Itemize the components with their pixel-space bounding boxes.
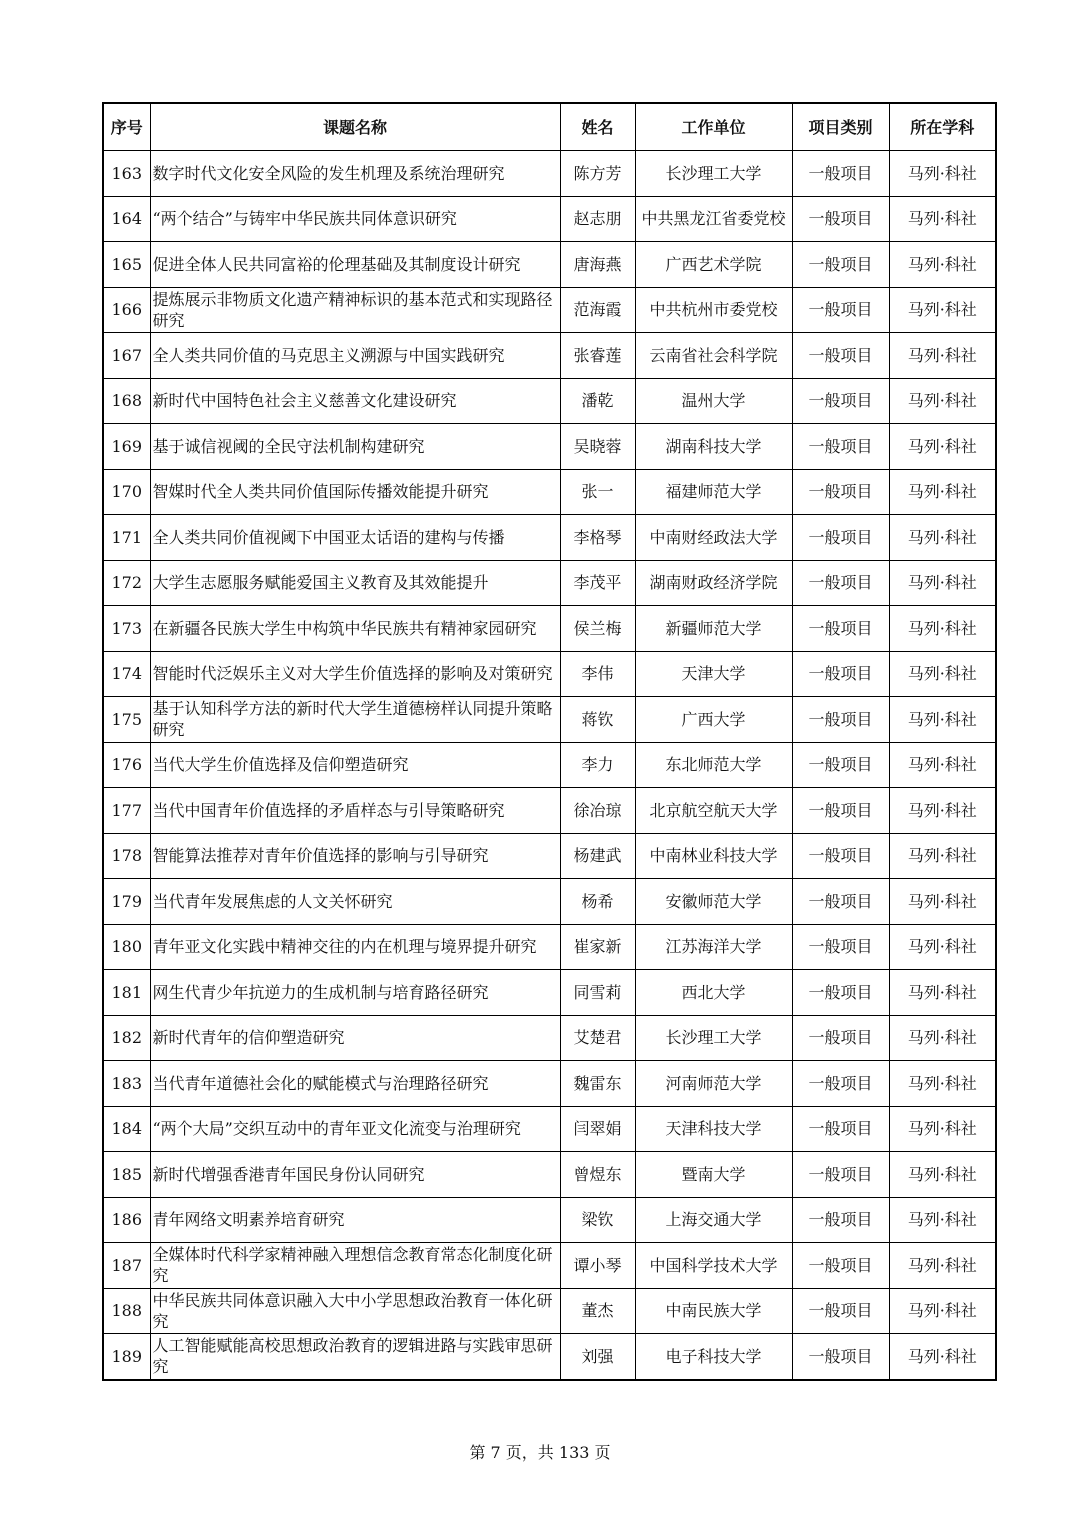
cell-unit: 湖南财政经济学院	[635, 560, 792, 606]
cell-serial: 184	[103, 1106, 150, 1152]
cell-category: 一般项目	[792, 606, 889, 652]
table-row	[103, 333, 996, 379]
cell-category: 一般项目	[792, 970, 889, 1016]
cell-serial: 168	[103, 378, 150, 424]
cell-name: 艾楚君	[560, 1015, 635, 1061]
cell-unit: 福建师范大学	[635, 469, 792, 515]
cell-title: 大学生志愿服务赋能爱国主义教育及其效能提升	[150, 560, 560, 606]
cell-name: 侯兰梅	[560, 606, 635, 652]
table-row	[103, 879, 996, 925]
cell-serial: 166	[103, 287, 150, 333]
cell-name: 李力	[560, 742, 635, 788]
cell-serial: 181	[103, 970, 150, 1016]
cell-title: 新时代青年的信仰塑造研究	[150, 1015, 560, 1061]
cell-unit: 电子科技大学	[635, 1334, 792, 1380]
cell-title: 提炼展示非物质文化遗产精神标识的基本范式和实现路径研究	[150, 287, 560, 333]
cell-discipline: 马列·科社	[889, 1288, 996, 1334]
cell-discipline: 马列·科社	[889, 469, 996, 515]
cell-title: 青年网络文明素养培育研究	[150, 1197, 560, 1243]
cell-serial: 188	[103, 1288, 150, 1334]
table-row	[103, 697, 996, 743]
cell-discipline: 马列·科社	[889, 378, 996, 424]
cell-serial: 169	[103, 424, 150, 470]
cell-discipline: 马列·科社	[889, 560, 996, 606]
cell-name: 刘强	[560, 1334, 635, 1380]
cell-title: 当代青年道德社会化的赋能模式与治理路径研究	[150, 1061, 560, 1107]
cell-unit: 西北大学	[635, 970, 792, 1016]
table-row	[103, 1334, 996, 1380]
cell-category: 一般项目	[792, 424, 889, 470]
cell-title: 新时代中国特色社会主义慈善文化建设研究	[150, 378, 560, 424]
cell-discipline: 马列·科社	[889, 1061, 996, 1107]
cell-serial: 182	[103, 1015, 150, 1061]
cell-discipline: 马列·科社	[889, 651, 996, 697]
cell-category: 一般项目	[792, 469, 889, 515]
cell-serial: 164	[103, 196, 150, 242]
cell-name: 闫翠娟	[560, 1106, 635, 1152]
table-row	[103, 196, 996, 242]
table-row	[103, 1106, 996, 1152]
cell-serial: 173	[103, 606, 150, 652]
table-row	[103, 424, 996, 470]
cell-title: 全人类共同价值视阈下中国亚太话语的建构与传播	[150, 515, 560, 561]
table-row	[103, 151, 996, 197]
cell-category: 一般项目	[792, 1288, 889, 1334]
table-row	[103, 378, 996, 424]
cell-unit: 中南民族大学	[635, 1288, 792, 1334]
header-title: 课题名称	[150, 103, 560, 151]
cell-name: 吴晓蓉	[560, 424, 635, 470]
cell-name: 谭小琴	[560, 1243, 635, 1289]
cell-unit: 天津科技大学	[635, 1106, 792, 1152]
table-row	[103, 287, 996, 333]
cell-discipline: 马列·科社	[889, 1015, 996, 1061]
cell-name: 潘乾	[560, 378, 635, 424]
cell-title: 全媒体时代科学家精神融入理想信念教育常态化制度化研究	[150, 1243, 560, 1289]
cell-discipline: 马列·科社	[889, 287, 996, 333]
cell-discipline: 马列·科社	[889, 924, 996, 970]
header-discipline: 所在学科	[889, 103, 996, 151]
cell-name: 张一	[560, 469, 635, 515]
cell-category: 一般项目	[792, 742, 889, 788]
table-row	[103, 788, 996, 834]
cell-category: 一般项目	[792, 196, 889, 242]
cell-unit: 中国科学技术大学	[635, 1243, 792, 1289]
cell-title: 网生代青少年抗逆力的生成机制与培育路径研究	[150, 970, 560, 1016]
cell-discipline: 马列·科社	[889, 833, 996, 879]
cell-unit: 新疆师范大学	[635, 606, 792, 652]
table-row	[103, 1243, 996, 1289]
cell-unit: 广西艺术学院	[635, 242, 792, 288]
table-row	[103, 1061, 996, 1107]
table-row	[103, 242, 996, 288]
cell-unit: 广西大学	[635, 697, 792, 743]
cell-category: 一般项目	[792, 287, 889, 333]
cell-title: 促进全体人民共同富裕的伦理基础及其制度设计研究	[150, 242, 560, 288]
cell-discipline: 马列·科社	[889, 742, 996, 788]
cell-name: 梁钦	[560, 1197, 635, 1243]
cell-discipline: 马列·科社	[889, 1152, 996, 1198]
cell-unit: 湖南科技大学	[635, 424, 792, 470]
cell-title: 智能算法推荐对青年价值选择的影响与引导研究	[150, 833, 560, 879]
cell-category: 一般项目	[792, 1334, 889, 1380]
cell-serial: 177	[103, 788, 150, 834]
cell-discipline: 马列·科社	[889, 970, 996, 1016]
table-row	[103, 469, 996, 515]
cell-name: 徐冶琼	[560, 788, 635, 834]
cell-discipline: 马列·科社	[889, 697, 996, 743]
cell-unit: 天津大学	[635, 651, 792, 697]
cell-name: 曾煜东	[560, 1152, 635, 1198]
cell-discipline: 马列·科社	[889, 606, 996, 652]
cell-serial: 175	[103, 697, 150, 743]
cell-unit: 暨南大学	[635, 1152, 792, 1198]
cell-category: 一般项目	[792, 151, 889, 197]
page-footer: 第 7 页，共 133 页	[469, 1443, 611, 1462]
cell-category: 一般项目	[792, 924, 889, 970]
cell-name: 杨希	[560, 879, 635, 925]
cell-category: 一般项目	[792, 1061, 889, 1107]
cell-category: 一般项目	[792, 1015, 889, 1061]
cell-serial: 180	[103, 924, 150, 970]
cell-unit: 上海交通大学	[635, 1197, 792, 1243]
table-row	[103, 651, 996, 697]
header-name: 姓名	[560, 103, 635, 151]
cell-title: 基于诚信视阈的全民守法机制构建研究	[150, 424, 560, 470]
table-row	[103, 742, 996, 788]
cell-name: 同雪莉	[560, 970, 635, 1016]
cell-category: 一般项目	[792, 1197, 889, 1243]
cell-name: 魏雷东	[560, 1061, 635, 1107]
cell-serial: 165	[103, 242, 150, 288]
cell-unit: 长沙理工大学	[635, 151, 792, 197]
cell-serial: 186	[103, 1197, 150, 1243]
cell-category: 一般项目	[792, 333, 889, 379]
project-table	[102, 102, 997, 1381]
table-header-row	[103, 103, 996, 151]
cell-name: 李格琴	[560, 515, 635, 561]
cell-name: 陈方芳	[560, 151, 635, 197]
project-table-container	[102, 102, 995, 1381]
cell-name: 赵志朋	[560, 196, 635, 242]
cell-category: 一般项目	[792, 1106, 889, 1152]
cell-discipline: 马列·科社	[889, 1334, 996, 1380]
cell-serial: 178	[103, 833, 150, 879]
cell-title: 智能时代泛娱乐主义对大学生价值选择的影响及对策研究	[150, 651, 560, 697]
header-unit: 工作单位	[635, 103, 792, 151]
cell-discipline: 马列·科社	[889, 242, 996, 288]
cell-unit: 中共黑龙江省委党校	[635, 196, 792, 242]
table-row	[103, 1015, 996, 1061]
table-row	[103, 606, 996, 652]
cell-name: 杨建武	[560, 833, 635, 879]
cell-discipline: 马列·科社	[889, 1243, 996, 1289]
cell-name: 李伟	[560, 651, 635, 697]
table-row	[103, 833, 996, 879]
cell-title: 智媒时代全人类共同价值国际传播效能提升研究	[150, 469, 560, 515]
cell-unit: 中共杭州市委党校	[635, 287, 792, 333]
table-row	[103, 970, 996, 1016]
cell-unit: 东北师范大学	[635, 742, 792, 788]
cell-serial: 167	[103, 333, 150, 379]
cell-unit: 中南林业科技大学	[635, 833, 792, 879]
cell-category: 一般项目	[792, 788, 889, 834]
cell-discipline: 马列·科社	[889, 1197, 996, 1243]
cell-name: 崔家新	[560, 924, 635, 970]
cell-discipline: 马列·科社	[889, 333, 996, 379]
table-row	[103, 560, 996, 606]
cell-unit: 河南师范大学	[635, 1061, 792, 1107]
cell-title: 全人类共同价值的马克思主义溯源与中国实践研究	[150, 333, 560, 379]
cell-category: 一般项目	[792, 833, 889, 879]
cell-category: 一般项目	[792, 651, 889, 697]
cell-name: 张睿莲	[560, 333, 635, 379]
table-row	[103, 1197, 996, 1243]
cell-unit: 北京航空航天大学	[635, 788, 792, 834]
cell-title: “两个结合”与铸牢中华民族共同体意识研究	[150, 196, 560, 242]
cell-serial: 183	[103, 1061, 150, 1107]
cell-name: 范海霞	[560, 287, 635, 333]
cell-category: 一般项目	[792, 560, 889, 606]
cell-category: 一般项目	[792, 1243, 889, 1289]
cell-category: 一般项目	[792, 378, 889, 424]
cell-unit: 中南财经政法大学	[635, 515, 792, 561]
cell-title: 青年亚文化实践中精神交往的内在机理与境界提升研究	[150, 924, 560, 970]
cell-discipline: 马列·科社	[889, 151, 996, 197]
cell-discipline: 马列·科社	[889, 424, 996, 470]
cell-category: 一般项目	[792, 879, 889, 925]
table-row	[103, 1288, 996, 1334]
cell-unit: 长沙理工大学	[635, 1015, 792, 1061]
cell-unit: 云南省社会科学院	[635, 333, 792, 379]
cell-discipline: 马列·科社	[889, 515, 996, 561]
cell-serial: 171	[103, 515, 150, 561]
cell-serial: 187	[103, 1243, 150, 1289]
cell-title: 当代中国青年价值选择的矛盾样态与引导策略研究	[150, 788, 560, 834]
cell-title: 数字时代文化安全风险的发生机理及系统治理研究	[150, 151, 560, 197]
table-row	[103, 515, 996, 561]
cell-title: 基于认知科学方法的新时代大学生道德榜样认同提升策略研究	[150, 697, 560, 743]
cell-title: 人工智能赋能高校思想政治教育的逻辑进路与实践审思研究	[150, 1334, 560, 1380]
cell-name: 李茂平	[560, 560, 635, 606]
cell-discipline: 马列·科社	[889, 196, 996, 242]
table-body	[103, 151, 996, 1380]
cell-unit: 安徽师范大学	[635, 879, 792, 925]
cell-serial: 170	[103, 469, 150, 515]
cell-unit: 江苏海洋大学	[635, 924, 792, 970]
cell-serial: 189	[103, 1334, 150, 1380]
cell-discipline: 马列·科社	[889, 1106, 996, 1152]
cell-category: 一般项目	[792, 1152, 889, 1198]
cell-serial: 179	[103, 879, 150, 925]
header-serial: 序号	[103, 103, 150, 151]
cell-category: 一般项目	[792, 697, 889, 743]
table-row	[103, 924, 996, 970]
cell-title: 当代大学生价值选择及信仰塑造研究	[150, 742, 560, 788]
cell-name: 唐海燕	[560, 242, 635, 288]
cell-title: 新时代增强香港青年国民身份认同研究	[150, 1152, 560, 1198]
cell-serial: 185	[103, 1152, 150, 1198]
cell-serial: 174	[103, 651, 150, 697]
cell-name: 董杰	[560, 1288, 635, 1334]
cell-name: 蒋钦	[560, 697, 635, 743]
cell-title: 中华民族共同体意识融入大中小学思想政治教育一体化研究	[150, 1288, 560, 1334]
cell-title: “两个大局”交织互动中的青年亚文化流变与治理研究	[150, 1106, 560, 1152]
cell-category: 一般项目	[792, 515, 889, 561]
cell-category: 一般项目	[792, 242, 889, 288]
cell-serial: 163	[103, 151, 150, 197]
cell-serial: 176	[103, 742, 150, 788]
header-category: 项目类别	[792, 103, 889, 151]
table-row	[103, 1152, 996, 1198]
cell-unit: 温州大学	[635, 378, 792, 424]
cell-serial: 172	[103, 560, 150, 606]
cell-discipline: 马列·科社	[889, 879, 996, 925]
cell-discipline: 马列·科社	[889, 788, 996, 834]
cell-title: 在新疆各民族大学生中构筑中华民族共有精神家园研究	[150, 606, 560, 652]
cell-title: 当代青年发展焦虑的人文关怀研究	[150, 879, 560, 925]
